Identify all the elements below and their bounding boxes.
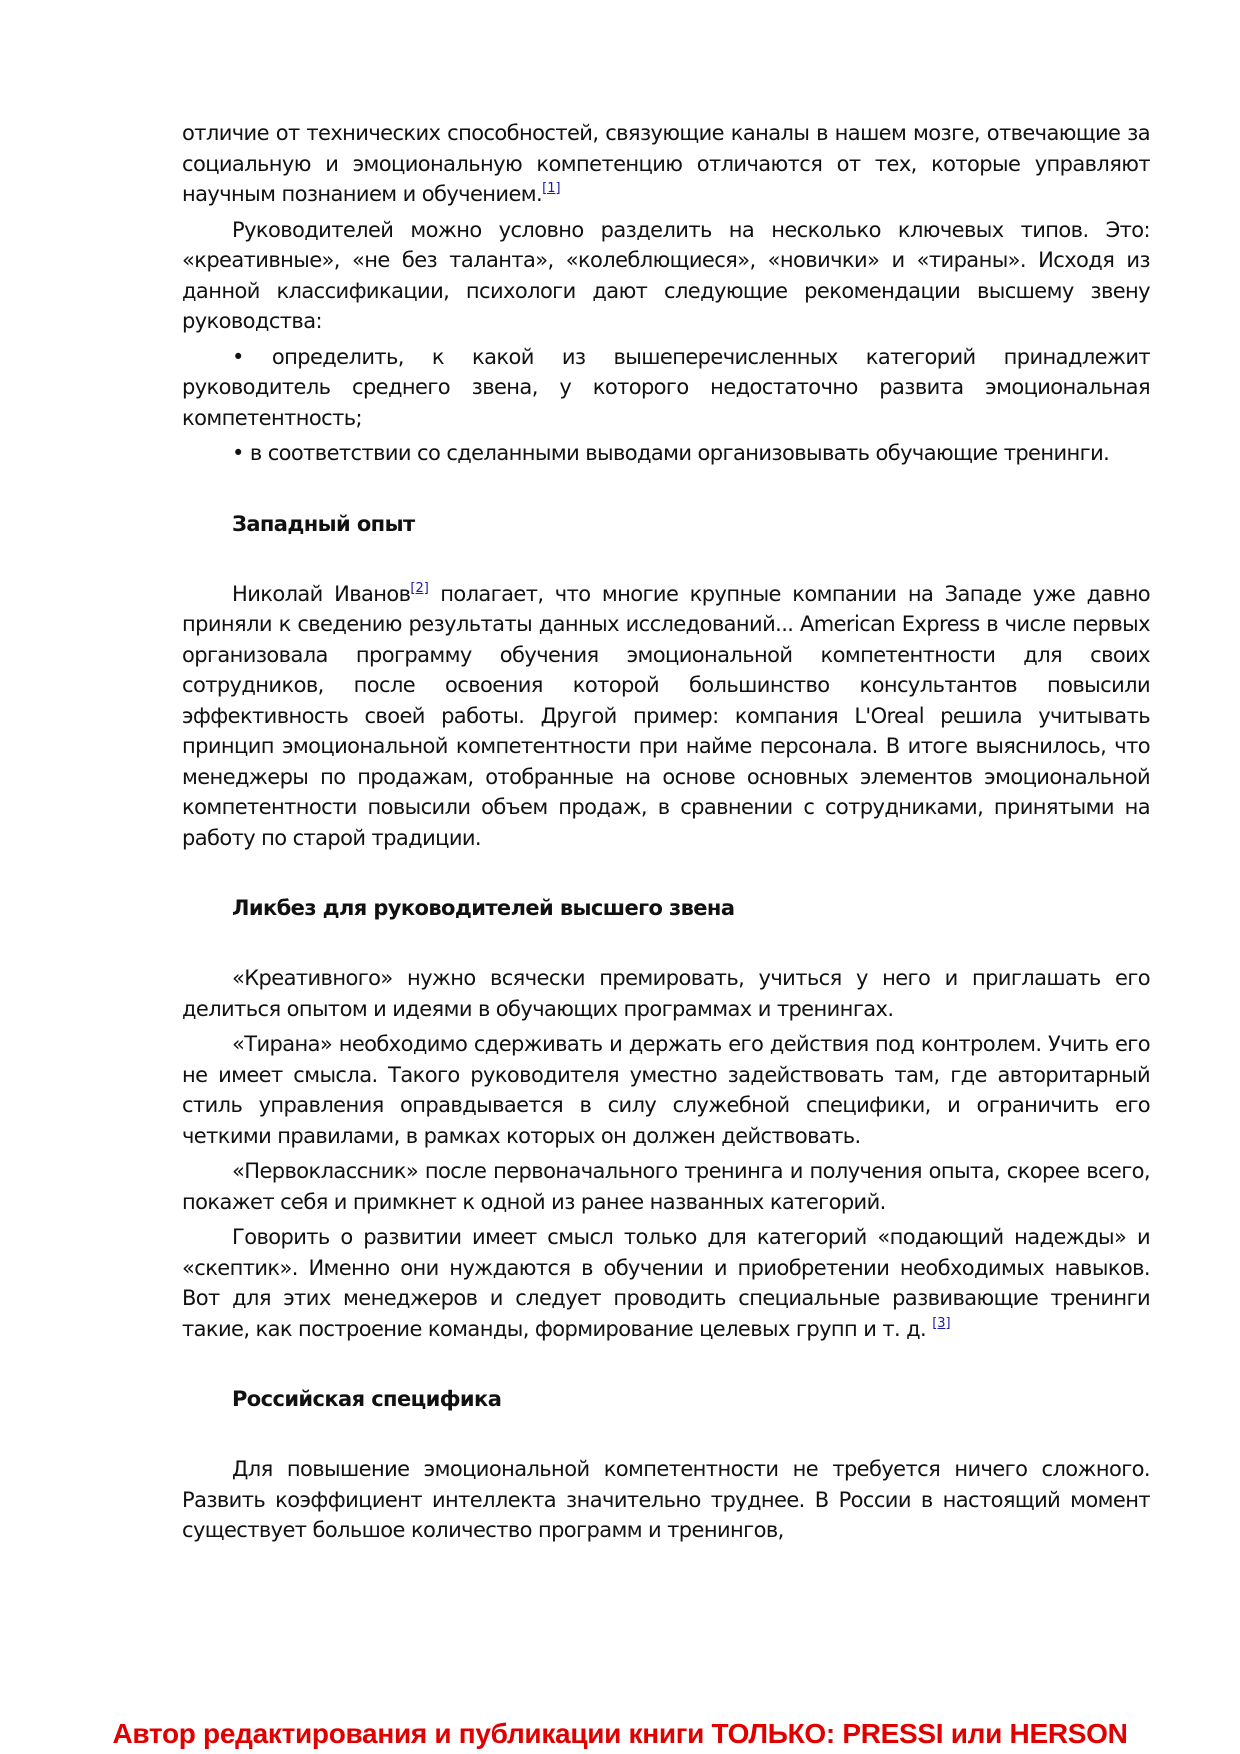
paragraph [182, 118, 1150, 210]
paragraph-text: полагает, что многие крупные компании на Западе уже давно приняли к сведению результаты данных исследований... American Express в числе первых организовала программу обучения эмоциональной компетентности для своих сотрудников, после освоения которой большинство консультантов повысили эффективность своей работы. Другой пример: компания L'Oreal решила учитывать принцип эмоциональной компетентности при найме персонала. В итоге выяснилось, что менеджеры по продажам, отобранные на основе основных элементов эмоциональной компетентности повысили объем продаж, в сравнении с сотрудниками, принятыми на работу по старой традиции. [182, 581, 1150, 850]
paragraph: «Первоклассник» после первоначального тренинга и получения опыта, скорее всего, покажет себя и примкнет к одной из ранее названных категорий. [182, 1159, 1150, 1214]
paragraph [182, 1222, 1150, 1344]
section-heading-russia: Российская специфика [232, 1387, 502, 1411]
bullet-item: • в соответствии со сделанными выводами организовывать обучающие тренинги. [232, 441, 1110, 465]
section-heading-likbez: Ликбез для руководителей высшего звена [232, 896, 735, 920]
footnote-link-2[interactable]: [2] [410, 580, 429, 596]
paragraph: «Креативного» нужно всячески премировать, учиться у него и приглашать его делиться опытом и идеями в обучающих программах и тренингах. [182, 966, 1150, 1021]
paragraph-text: отличие от технических способностей, связующие каналы в нашем мозге, отвечающие за социальную и эмоциональную компетенцию отличаются от тех, которые управляют научным познанием и обучением. [182, 121, 1150, 206]
footer-notice: Автор редактирования и публикации книги ТОЛЬКО: PRESSI или HERSON [112, 1718, 1128, 1749]
paragraph: Для повышение эмоциональной компетентности не требуется ничего сложного. Развить коэффициент интеллекта значительно труднее. В России в настоящий момент существует большое количество программ и тренингов, [182, 1457, 1150, 1542]
paragraph-text: Николай Иванов [232, 581, 411, 606]
paragraph: Руководителей можно условно разделить на несколько ключевых типов. Это: «креативные», «не без таланта», «колеблющиеся», «новички» и «тираны». Исходя из данной классификации, психологи дают следующие рекомендации высшему звену руководства: [182, 217, 1150, 333]
footnote-link-3[interactable]: [3] [932, 1315, 951, 1331]
paragraph: «Тирана» необходимо сдерживать и держать его действия под контролем. Учить его не имеет смысла. Такого руководителя уместно задействовать там, где авторитарный стиль управления оправдывается в силу служебной специфики, и ограничить его четкими правилами, в рамках которых он должен действовать. [182, 1032, 1150, 1148]
section-heading-western: Западный опыт [232, 511, 415, 536]
bullet-item: • определить, к какой из вышеперечисленных категорий принадлежит руководитель среднего звена, у которого недостаточно развита эмоциональная компетентность; [182, 344, 1150, 430]
paragraph [182, 579, 1150, 854]
footnote-link-1[interactable]: [1] [542, 181, 561, 196]
paragraph-text: Говорить о развитии имеет смысл только для категорий «подающий надежды» и «скептик». Именно они нуждаются в обучении и приобретении необходимых навыков. Вот для этих менеджеров и следует проводить специальные развивающие тренинги такие, как построение команды, формирование целевых групп и т. д. [182, 1225, 1150, 1341]
document-page [182, 118, 1150, 1551]
